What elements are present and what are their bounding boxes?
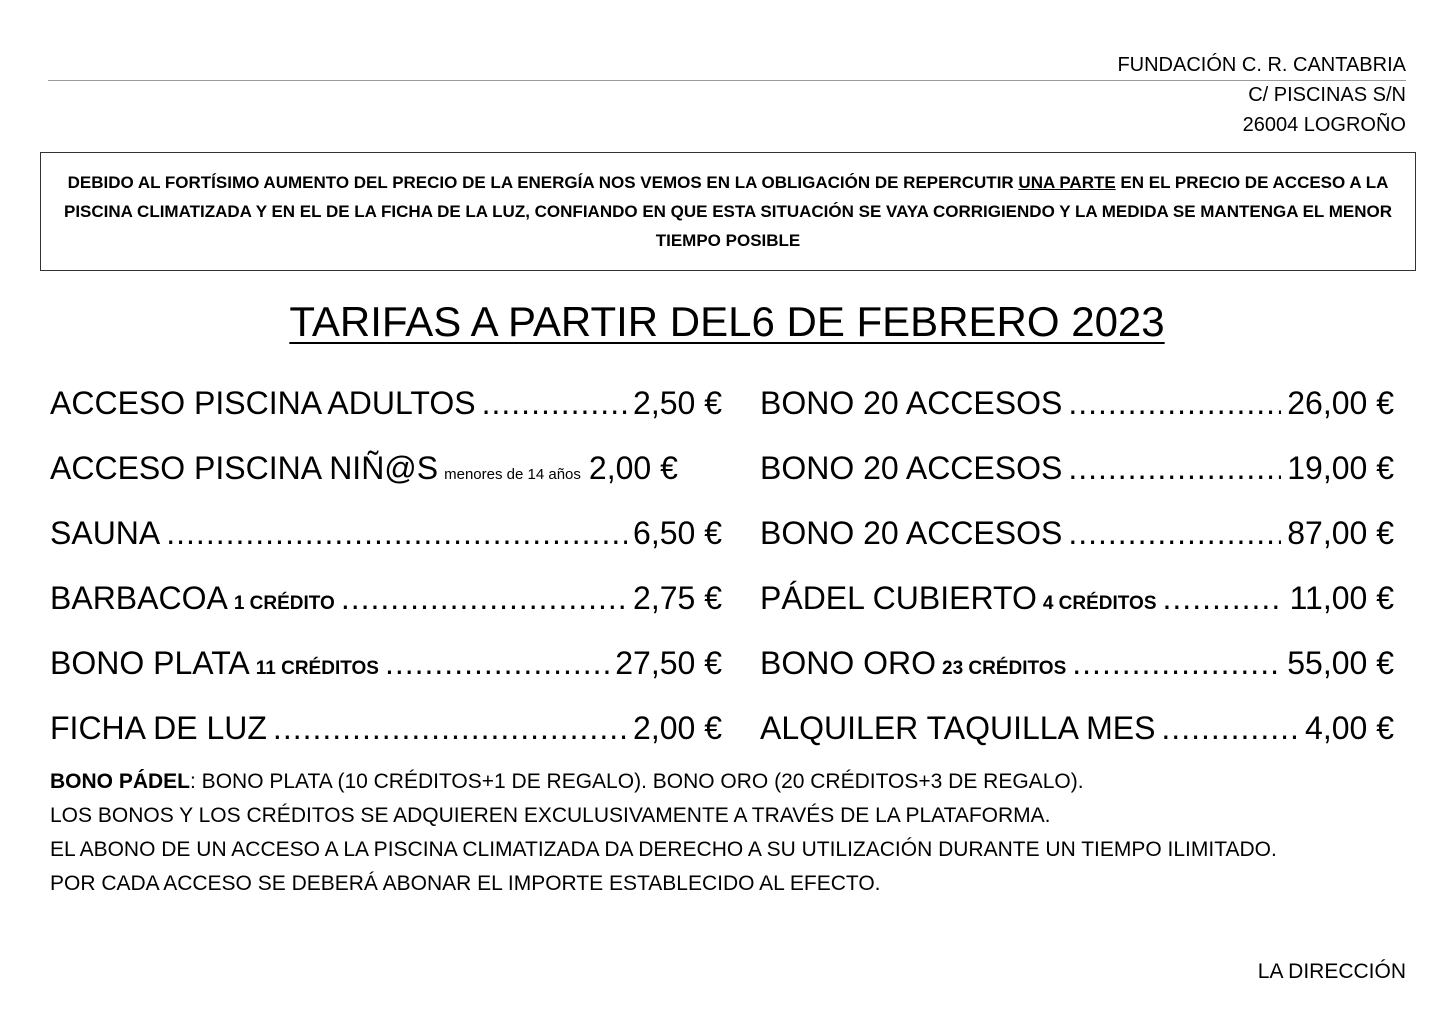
price-value: 2,75 € — [633, 580, 722, 616]
note-unlimited-time: EL ABONO DE UN ACCESO A LA PISCINA CLIMATIZADA DA DERECHO A SU UTILIZACIÓN DURANTE UN TIEMPO ILIMITADO. — [50, 838, 1277, 861]
notice-text-start: DEBIDO AL FORTÍSIMO AUMENTO DEL PRECIO DE LA ENERGÍA NOS VEMOS EN LA OBLIGACIÓN DE REPERCUTIR — [67, 173, 1019, 192]
price-row — [50, 698, 722, 763]
header-divider — [48, 80, 1406, 81]
price-value: 55,00 € — [1287, 645, 1394, 681]
dot-leader — [1161, 698, 1299, 758]
dot-leader — [385, 633, 609, 693]
price-value: 26,00 € — [1287, 385, 1394, 421]
price-value: 19,00 € — [1287, 450, 1394, 486]
dot-leader — [1163, 568, 1284, 628]
price-row — [760, 698, 1394, 763]
dot-leader — [166, 503, 627, 563]
note-purchase: LOS BONOS Y LOS CRÉDITOS SE ADQUIEREN EXCULUSIVAMENTE A TRAVÉS DE LA PLATAFORMA. — [50, 804, 1051, 827]
price-detail: 4 CRÉDITOS — [1042, 593, 1157, 614]
price-row — [760, 438, 1394, 503]
price-value: 6,50 € — [633, 515, 722, 551]
signature: LA DIRECCIÓN — [1257, 960, 1406, 983]
price-label: BONO ORO — [760, 645, 937, 681]
page-title-text: TARIFAS A PARTIR DEL6 DE FEBRERO 2023 — [289, 298, 1165, 345]
note-padel — [50, 765, 1406, 799]
price-label: PÁDEL CUBIERTO — [760, 580, 1037, 616]
price-row — [760, 633, 1394, 698]
price-row — [50, 438, 722, 503]
price-row — [50, 503, 722, 568]
price-row — [760, 503, 1394, 568]
price-detail: 11 CRÉDITOS — [255, 658, 379, 679]
price-label: BONO 20 ACCESOS — [760, 515, 1063, 551]
price-row — [760, 373, 1394, 438]
price-value: 27,50 € — [615, 645, 722, 681]
price-list-right — [760, 373, 1394, 763]
notice-text-end: EN EL PRECIO DE ACCESO A LA PISCINA CLIMATIZADA Y EN EL DE LA FICHA DE LA LUZ, CONFIANDO EN QUE ESTA SITUACIÓN SE VAYA CORRIGIENDO Y LA MEDIDA SE MANTENGA EL MENOR TIEMPO POSIBLE — [64, 173, 1392, 250]
price-detail: menores de 14 años — [444, 466, 581, 483]
dot-leader — [1068, 438, 1281, 498]
dot-leader — [341, 568, 627, 628]
price-label: FICHA DE LUZ — [50, 710, 267, 746]
price-label: ACCESO PISCINA ADULTOS — [50, 385, 476, 421]
price-value: 11,00 € — [1289, 580, 1394, 616]
price-detail: 1 CRÉDITO — [233, 593, 335, 614]
price-value: 2,00 € — [588, 450, 678, 486]
price-label: ALQUILER TAQUILLA MES — [760, 710, 1156, 746]
price-row — [50, 568, 722, 633]
energy-notice-box — [40, 152, 1416, 271]
note-padel-text: : BONO PLATA (10 CRÉDITOS+1 DE REGALO). BONO ORO (20 CRÉDITOS+3 DE REGALO). — [190, 770, 1084, 793]
price-label: BONO 20 ACCESOS — [760, 450, 1063, 486]
dot-leader — [273, 698, 627, 758]
price-label: SAUNA — [50, 515, 161, 551]
organization-name: FUNDACIÓN C. R. CANTABRIA — [1117, 54, 1406, 76]
price-label: BONO 20 ACCESOS — [760, 385, 1063, 421]
note-padel-label: BONO PÁDEL — [50, 770, 191, 793]
price-label: BONO PLATA — [50, 645, 250, 681]
dot-leader — [1072, 633, 1281, 693]
price-list-left — [50, 373, 722, 763]
price-detail: 23 CRÉDITOS — [942, 658, 1067, 679]
price-label: ACCESO PISCINA NIÑ@S — [50, 450, 439, 486]
address-block — [1117, 50, 1406, 140]
page-title — [0, 292, 1454, 352]
dot-leader — [482, 373, 627, 433]
note-payment: POR CADA ACCESO SE DEBERÁ ABONAR EL IMPORTE ESTABLECIDO AL EFECTO. — [50, 872, 881, 895]
price-label: BARBACOA — [50, 580, 228, 616]
dot-leader — [1068, 373, 1281, 433]
city-address: 26004 LOGROÑO — [1242, 114, 1406, 136]
price-row — [760, 568, 1394, 633]
notes-section — [50, 765, 1406, 901]
price-value: 2,50 € — [633, 385, 722, 421]
price-value: 87,00 € — [1287, 515, 1394, 551]
price-value: 2,00 € — [633, 710, 722, 746]
dot-leader — [1068, 503, 1281, 563]
price-row — [50, 373, 722, 438]
street-address: C/ PISCINAS S/N — [1248, 84, 1406, 106]
price-row — [50, 633, 722, 698]
notice-text-underlined: UNA PARTE — [1018, 173, 1116, 192]
price-value: 4,00 € — [1305, 710, 1394, 746]
